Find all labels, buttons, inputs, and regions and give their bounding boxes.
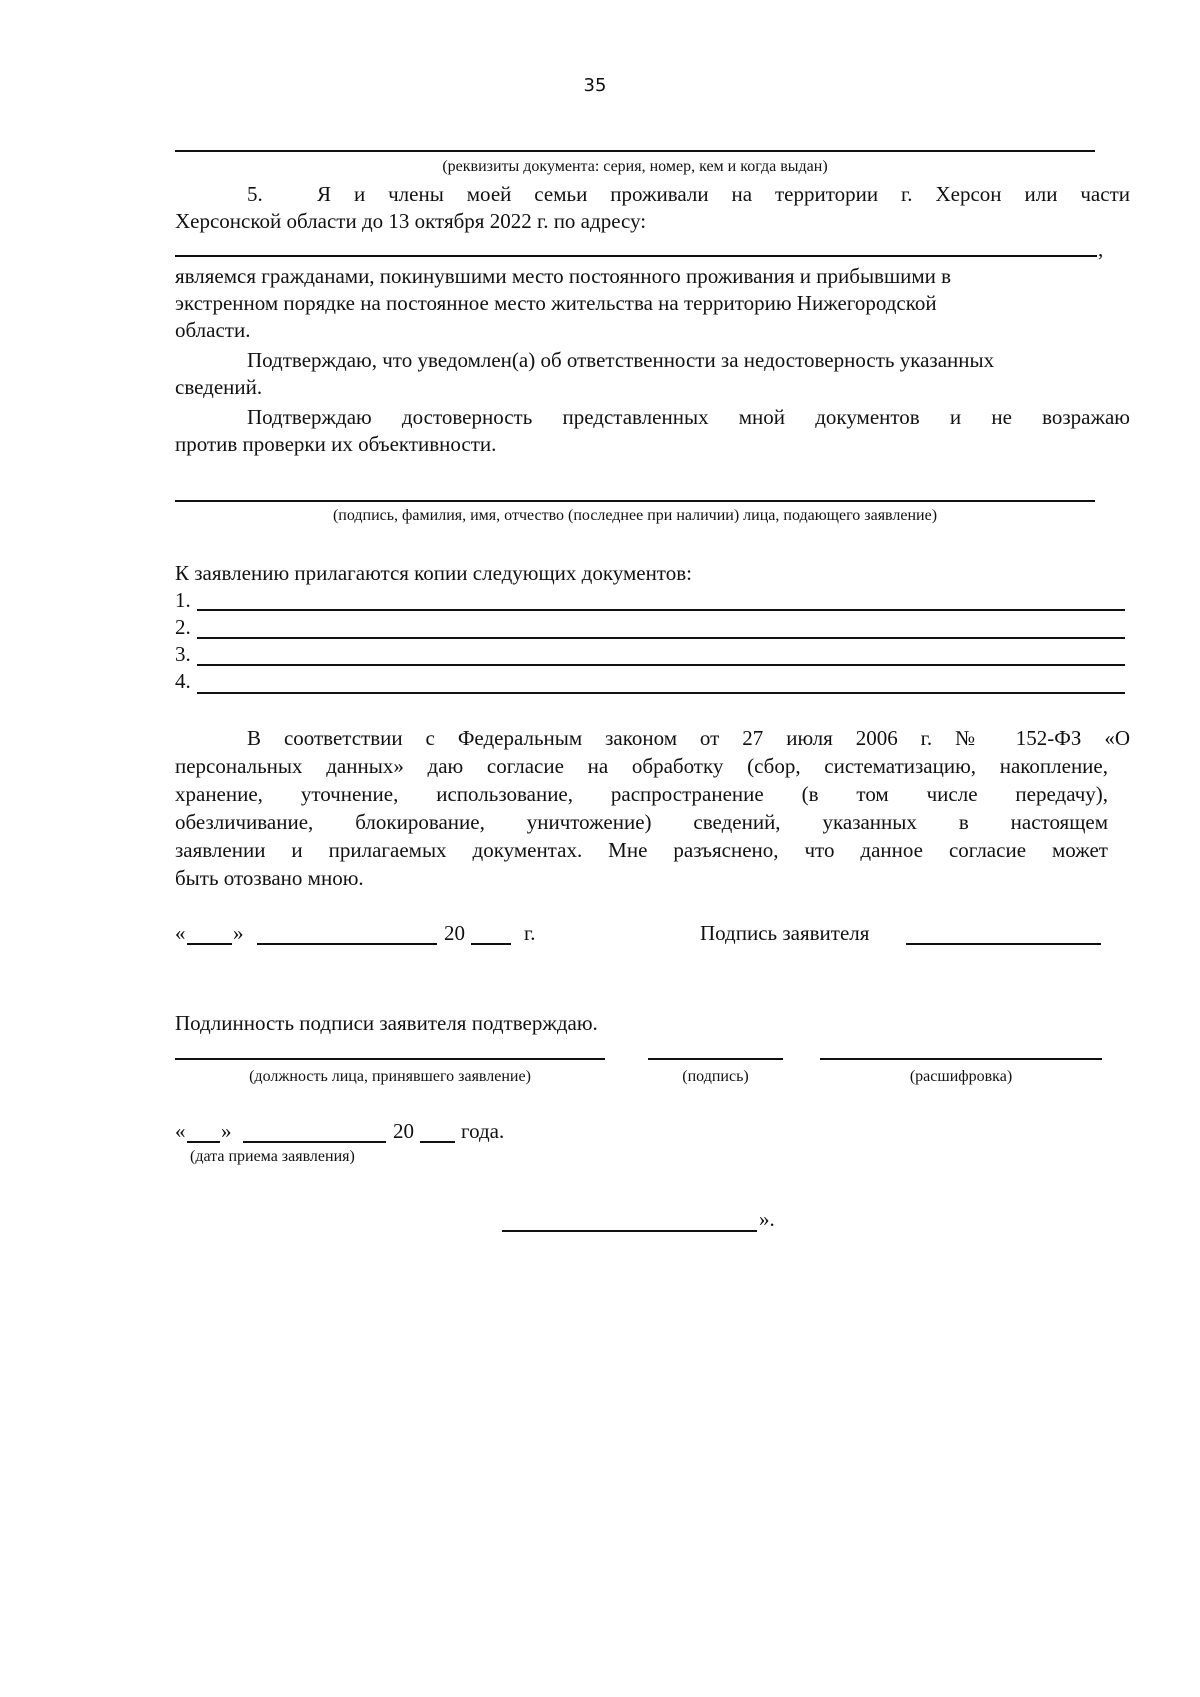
attachment-line-3[interactable] [197,664,1125,666]
receipt-date-caption: (дата приема заявления) [190,1148,355,1165]
applicant-signature-caption: (подпись, фамилия, имя, отчество (последнее при наличии) лица, подающего заявление) [332,507,938,524]
document-requisites-line[interactable] [175,150,1095,152]
date-month-line[interactable] [257,943,437,945]
official-signature-caption: (подпись) [682,1068,749,1085]
applicant-signature-line[interactable] [175,500,1095,502]
receipt-year-suffix: года. [461,1119,505,1143]
consent-line3: хранение, уточнение, использование, распространение (в том числе передачу), [175,782,1108,806]
official-signature-line[interactable] [648,1058,783,1060]
official-position-caption: (должность лица, принявшего заявление) [249,1068,531,1085]
official-decoding-caption: (расшифровка) [909,1068,1013,1085]
confirm-docs-line1: Подтверждаю достоверность представленных мной документов и не возражаю [247,405,1130,429]
address-line[interactable] [175,255,1097,257]
attachment-number-4: 4. [175,669,191,693]
official-position-line[interactable] [175,1058,605,1060]
closing-line[interactable] [502,1230,757,1232]
item5-para-line3: области. [175,318,251,342]
consent-line4: обезличивание, блокирование, уничтожение) сведений, указанных в настоящем [175,810,1108,834]
receipt-day-line[interactable] [187,1141,220,1143]
receipt-close-quote: » [221,1119,232,1143]
receipt-open-quote: « [175,1119,186,1143]
attachment-number-3: 3. [175,642,191,666]
date-day-line[interactable] [187,943,232,945]
date-year-line[interactable] [471,943,511,945]
attachment-line-2[interactable] [197,637,1125,639]
address-comma: , [1098,237,1104,261]
date-open-quote: « [175,921,186,945]
attachment-line-4[interactable] [197,692,1125,694]
official-decoding-line[interactable] [820,1058,1102,1060]
confirm-notice-line2: сведений. [175,375,263,399]
item5-number: 5. [247,182,263,206]
date-close-quote: » [233,921,244,945]
consent-line6: быть отозвано мною. [175,866,364,890]
consent-line5: заявлении и прилагаемых документах. Мне разъяснено, что данное согласие может [175,838,1108,862]
authenticity-text: Подлинность подписи заявителя подтверждаю. [175,1011,598,1035]
receipt-year-line[interactable] [420,1141,455,1143]
applicant-signature-label: Подпись заявителя [700,921,870,945]
document-requisites-caption: (реквизиты документа: серия, номер, кем и когда выдан) [442,158,828,175]
attachments-heading: К заявлению прилагаются копии следующих документов: [175,561,692,585]
item5-para-line1: являемся гражданами, покинувшими место постоянного проживания и прибывшими в [175,264,952,288]
confirm-notice-line1: Подтверждаю, что уведомлен(а) об ответственности за недостоверность указанных [247,348,995,372]
confirm-docs-line2: против проверки их объективности. [175,432,497,456]
attachment-number-2: 2. [175,615,191,639]
date-year-suffix: г. [524,921,536,945]
receipt-year-prefix: 20 [393,1119,414,1143]
item5-para-line2: экстренном порядке на постоянное место жительства на территорию Нижегородской [175,291,937,315]
receipt-month-line[interactable] [243,1141,386,1143]
item5-line1: Я и члены моей семьи проживали на территории г. Херсон или части [317,182,1130,206]
date-year-prefix: 20 [444,921,465,945]
page-number: 35 [583,75,607,96]
attachment-number-1: 1. [175,588,191,612]
consent-line1: В соответствии с Федеральным законом от 27 июля 2006 г. № 152-ФЗ «О [247,726,1130,750]
closing-mark: ». [759,1207,775,1231]
consent-line2: персональных данных» даю согласие на обработку (сбор, систематизацию, накопление, [175,754,1108,778]
attachment-line-1[interactable] [197,609,1125,611]
applicant-signature-field[interactable] [906,943,1101,945]
item5-line2: Херсонской области до 13 октября 2022 г. по адресу: [175,209,647,233]
